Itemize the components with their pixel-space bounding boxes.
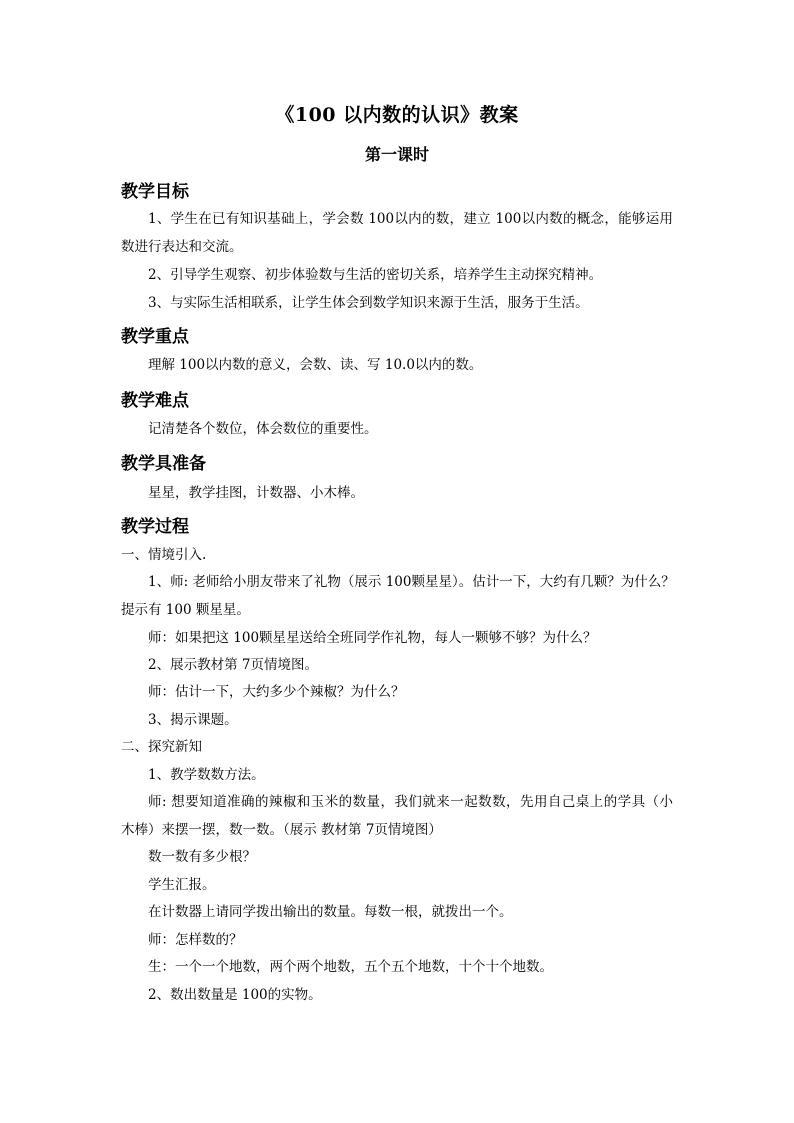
process-line: 3、揭示课题。	[148, 712, 238, 728]
process-line: 生：一个一个地数，两个两个地数，五个五个地数，十个十个地数。	[148, 959, 553, 975]
document-subtitle: 第一课时	[364, 145, 429, 164]
objectives-line-1: 1、学生在已有知识基础上，学会数 100以内的数，建立 100以内数的概念，能够运用	[148, 211, 673, 227]
process-line: 师：估计一下，大约多少个辣椒？为什么？	[148, 684, 405, 700]
process-line: 1、师: 老师给小朋友带来了礼物（展示 100颗星星）。估计一下，大约有几颗？为什么？	[148, 574, 675, 590]
process-line: 在计数器上请同学拨出输出的数量。每数一根，就拨出一个。	[148, 904, 513, 920]
objectives-line-2: 数进行表达和交流。	[121, 239, 243, 255]
process-line: 2、展示教材第 7页情境图。	[148, 657, 318, 673]
process-line: 1、教学数数方法。	[148, 767, 265, 783]
process-line: 师：如果把这 100颗星星送给全班同学作礼物，每人一颗够不够？为什么？	[148, 630, 597, 646]
process-line: 二、探究新知	[121, 739, 202, 755]
process-line: 师：怎样数的？	[148, 932, 243, 948]
process-line: 一、情境引入.	[121, 547, 207, 563]
process-line: 师: 想要知道准确的辣椒和玉米的数量，我们就来一起数数，先用自己桌上的学具（小	[148, 794, 673, 810]
section-heading-materials: 教学具准备	[121, 454, 206, 474]
process-line: 学生汇报。	[148, 877, 216, 893]
document-title: 《100 以内数的认识》教案	[275, 104, 519, 126]
section-heading-process: 教学过程	[121, 517, 189, 537]
process-line: 2、数出数量是 100的实物。	[148, 987, 322, 1003]
materials-line-1: 星星，教学挂图，计数器、小木棒。	[148, 485, 364, 501]
section-heading-key-points: 教学重点	[121, 327, 189, 347]
key-points-line-1: 理解 100以内数的意义，会数、读、写 10.0以内的数。	[148, 357, 483, 373]
difficulties-line-1: 记清楚各个数位，体会数位的重要性。	[148, 421, 378, 437]
section-heading-objectives: 教学目标	[121, 182, 189, 202]
objectives-line-3: 2、引导学生观察、初步体验数与生活的密切关系，培养学生主动探究精神。	[148, 267, 603, 283]
process-line: 数一数有多少根？	[148, 849, 256, 865]
process-line: 木棒）来摆一摆，数一数。（展示 教材第 7页情境图）	[121, 822, 442, 838]
section-heading-difficulties: 教学难点	[121, 391, 189, 411]
objectives-line-4: 3、与实际生活相联系，让学生体会到数学知识来源于生活，服务于生活。	[148, 295, 589, 311]
process-line: 提示有 100 颗星星。	[121, 602, 250, 618]
